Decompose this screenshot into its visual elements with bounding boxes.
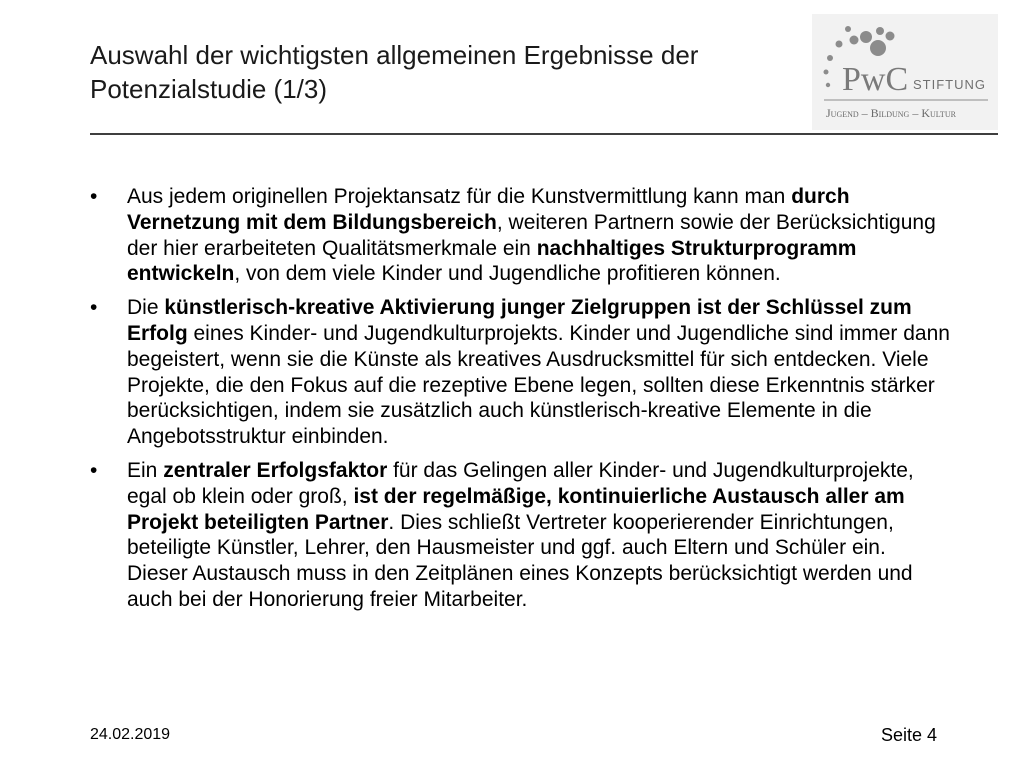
bullet-item: [90, 184, 950, 287]
logo-brand-text: PwC: [842, 61, 909, 98]
bullet-emphasis-text: künstlerisch-kreative Aktivierung junger Zielgruppen ist der Schlüssel zum Erfolg: [127, 296, 912, 345]
pwc-stiftung-logo: [812, 14, 998, 130]
bullet-emphasis-text: ist der regelmäßige, kontinuierliche Austausch aller am Projekt beteiligten Partner: [127, 484, 905, 534]
bullet-text: [127, 296, 950, 448]
bullet-emphasis-text: nachhaltiges Strukturprogramm entwickeln: [127, 236, 857, 286]
bullet-icon: •: [90, 458, 98, 482]
bullet-segment-text: Ein: [127, 458, 164, 482]
title-divider: [90, 133, 998, 135]
bullet-icon: •: [90, 185, 98, 208]
bullet-text: [127, 459, 914, 611]
bullet-item: [90, 295, 950, 450]
slide-title-line-1: Auswahl der wichtigsten allgemeinen Ergebnisse der: [90, 40, 699, 70]
footer-date: 24.02.2019: [90, 726, 171, 743]
bullet-segment-text: eines Kinder- und Jugendkulturprojekts. Kinder und Jugendliche sind immer dann begeistert, wenn sie die Künste als kreatives Ausdrucksmittel für sich entdecken. Viele Projekte, die den Fokus auf die rezeptive Ebene legen, sollten diese Erkenntnis stärker berücksichtigen, indem sie zusätzlich auch künstlerisch-kreative Elemente in die Angebotsstruktur einbinden.: [127, 321, 950, 449]
bullet-segment-text: , weiteren Partnern sowie der Berücksichtigung der hier erarbeiteten Qualitätsmerkmale ein: [127, 210, 936, 260]
bullet-segment-text: Die: [127, 296, 165, 320]
bullet-segment-text: . Dies schließt Vertreter kooperierender Einrichtungen, beteiligte Künstler, Lehrer, den Hausmeister und ggf. auch Eltern und Schüler ein. Dieser Austausch muss in den Zeitplänen eines Konzepts berücksichtigt werden und auch bei der Honorierung freier Mitarbeiter.: [127, 510, 913, 611]
logo-tagline-text: Jugend – Bildung – Kultur: [826, 106, 956, 120]
bullet-text: [127, 185, 936, 285]
bullet-emphasis-text: durch Vernetzung mit dem Bildungsbereich: [127, 185, 850, 234]
footer-page-number: Seite 4: [880, 725, 937, 745]
slide-title: [90, 38, 790, 106]
bullet-list: [90, 184, 950, 621]
bullet-segment-text: für das Gelingen aller Kinder- und Jugendkulturprojekte, egal ob klein oder groß,: [127, 458, 914, 508]
logo-suffix-text: STIFTUNG: [913, 77, 986, 92]
bullet-segment-text: Aus jedem originellen Projektansatz für die Kunstvermittlung kann man: [127, 185, 792, 208]
bullet-emphasis-text: zentraler Erfolgsfaktor: [163, 458, 388, 482]
bullet-item: [90, 458, 950, 613]
bullet-segment-text: , von dem viele Kinder und Jugendliche profitieren können.: [234, 262, 781, 286]
dots-arc-logo-icon: [812, 14, 998, 130]
bullet-icon: •: [90, 296, 98, 320]
slide-title-line-2: Potenzialstudie (1/3): [90, 74, 328, 104]
